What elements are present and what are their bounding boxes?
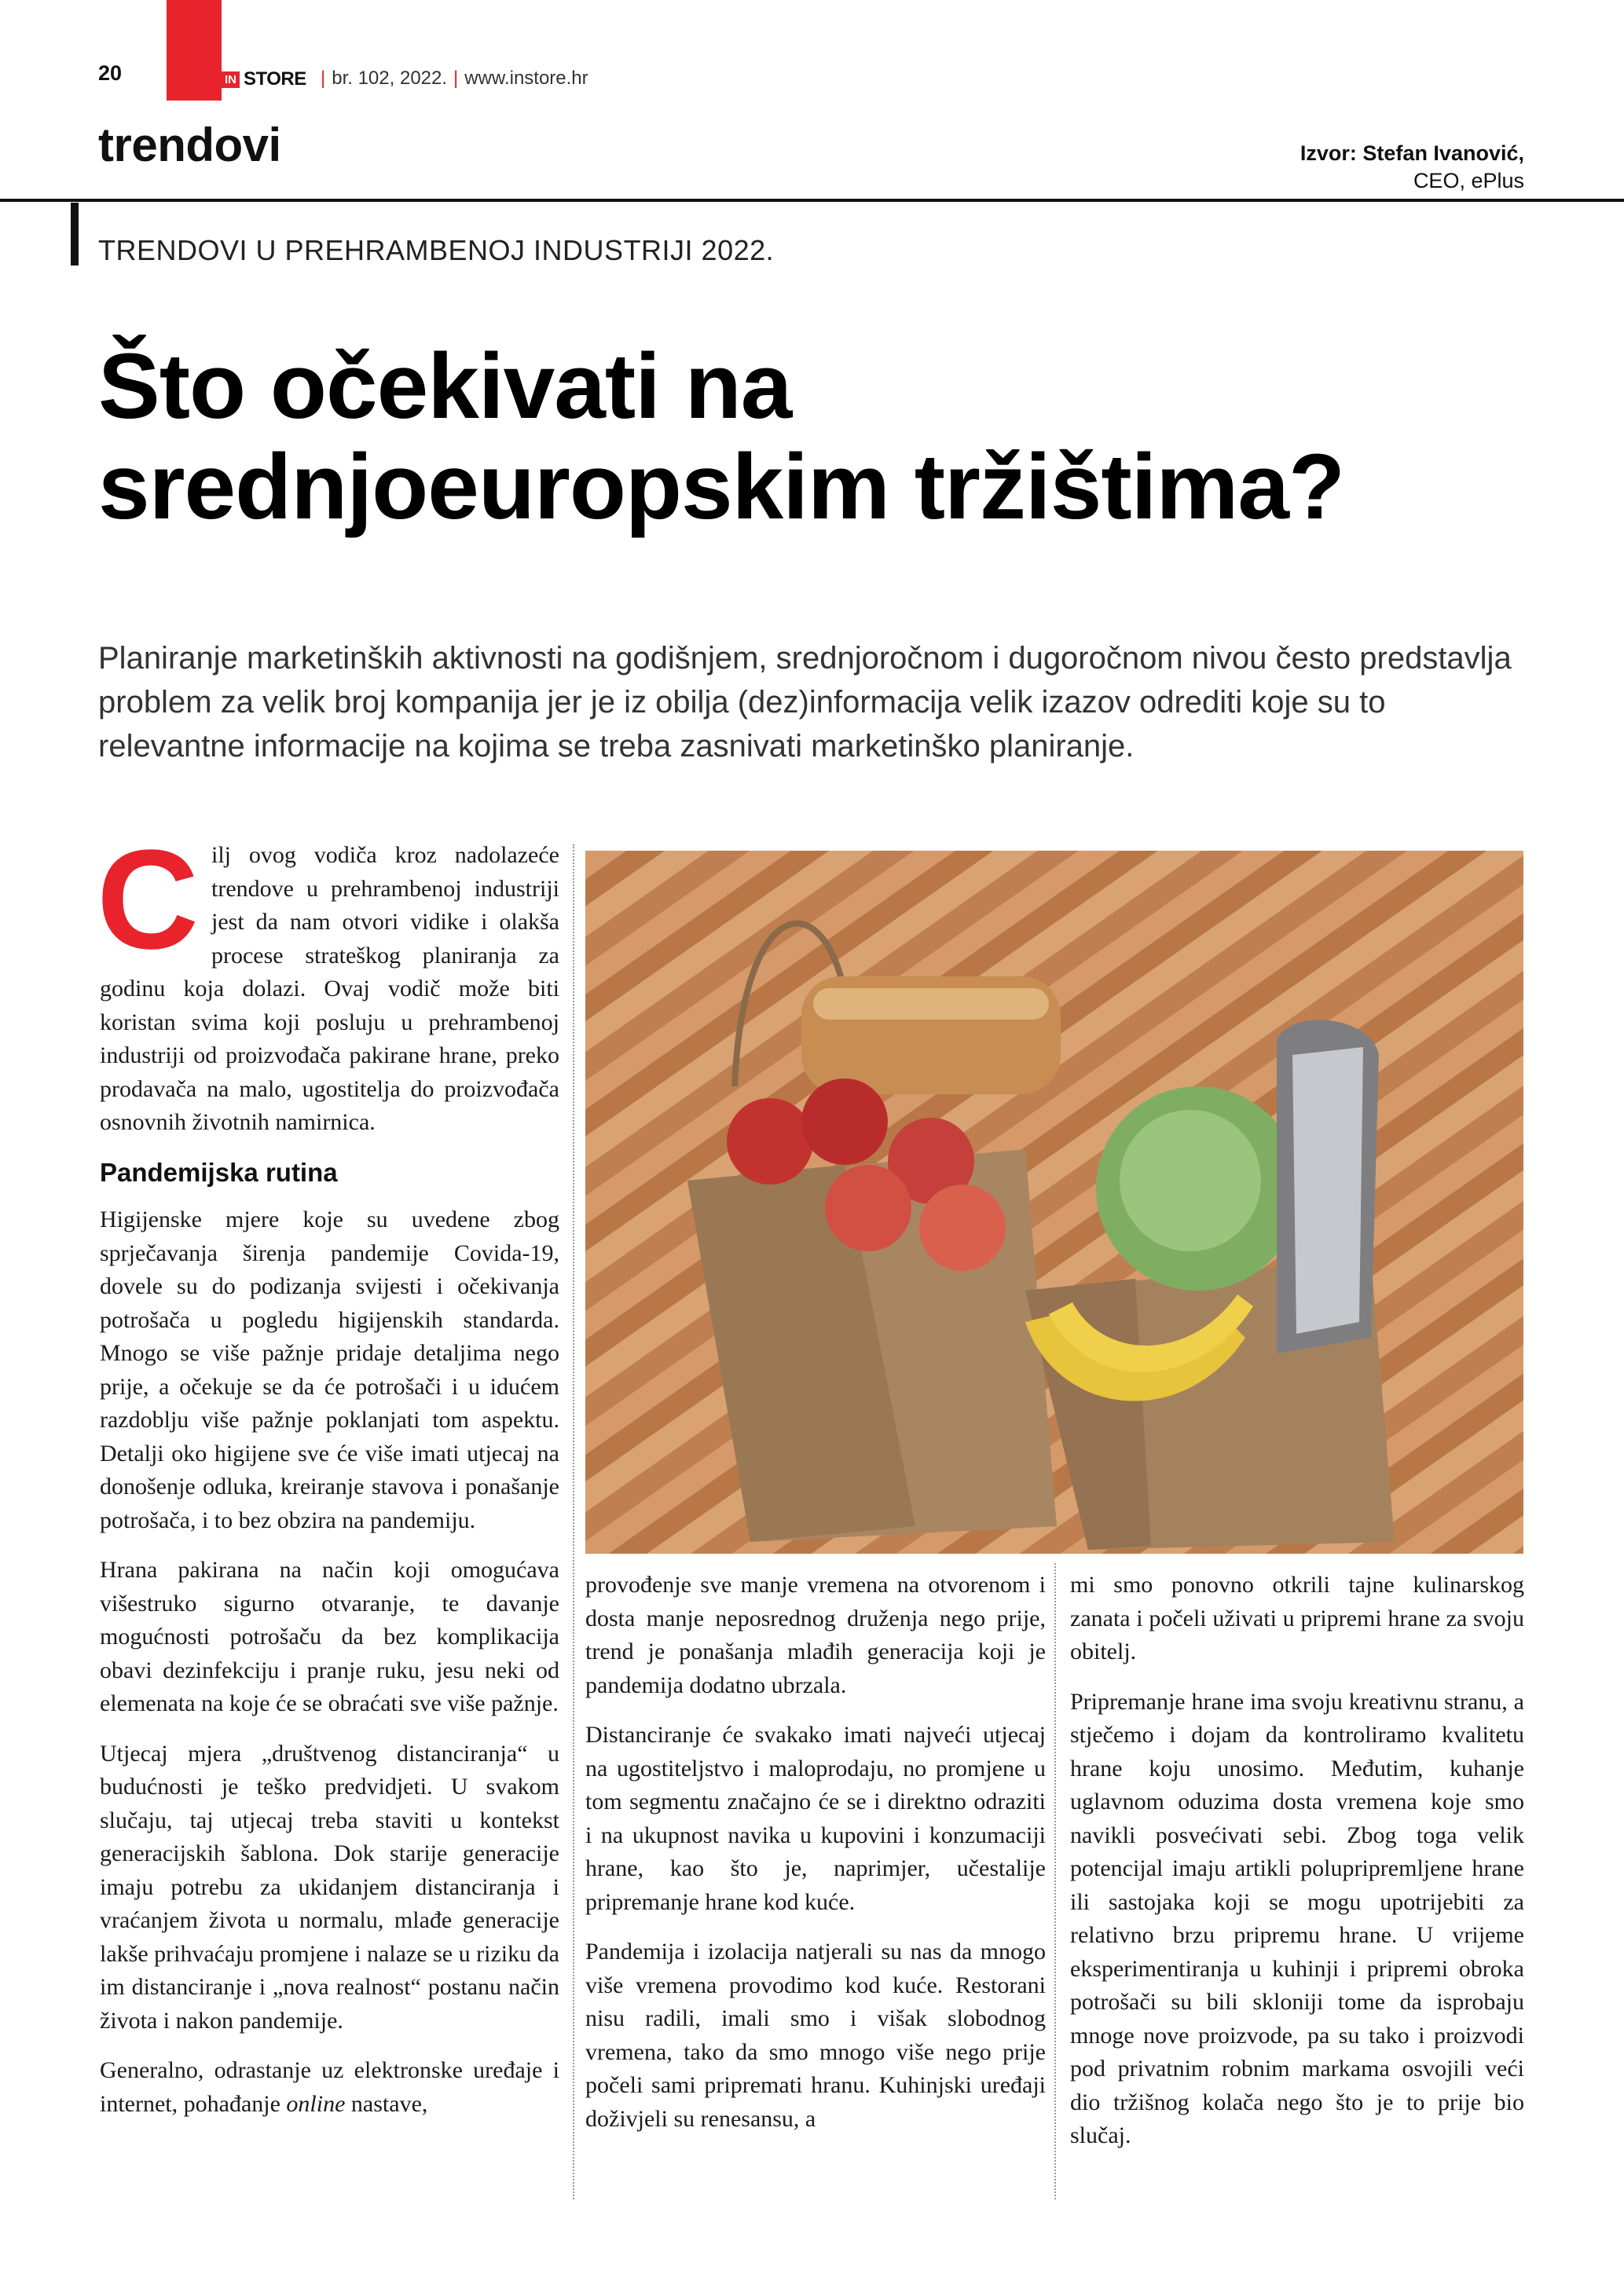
- body-text: nastave,: [345, 2090, 428, 2117]
- source-role: CEO, ePlus: [1413, 169, 1524, 192]
- logo-in-badge: IN: [222, 71, 240, 88]
- column-divider: [573, 844, 574, 2199]
- instore-logo: [222, 66, 306, 93]
- column-3: [1070, 1569, 1524, 2170]
- drop-cap: C: [97, 821, 199, 979]
- body-paragraph: [100, 2054, 559, 2121]
- header-rule: [0, 199, 1624, 202]
- body-paragraph: Hrana pakirana na način koji omogućava višestruko sigurno otvaranje, te davanje mogućnosti potrošaču da bez komplikacija obavi dezinfekciju i pranje ruku, jesu neki od elemenata na koje će se obraćati sve više pažnje.: [100, 1557, 559, 1716]
- column-divider: [1054, 1563, 1056, 2199]
- body-paragraph: Pripremanje hrane ima svoju kreativnu stranu, a stječemo i dojam da kontroliramo kvalitetu hrane koju unosimo. Međutim, kuhanje uglavnom oduzima dosta vremena koje smo navikli posvećivati sebi. Zbog toga velik potencijal imaju artikli polupripremljene hrane ili sastojaka koji se mogu upotrijebiti za relativno brzu pripremu hrane. U vrijeme eksperimentiranja u kuhinji i pripremi obroka potrošači su bili skloniji tome da isprobaju mnoge nove proizvode, pa su tako i proizvodi pod privatnim robnim markama osvojili veći dio tržišnog kolača nego što je to prije bio slučaj.: [1070, 1688, 1524, 2148]
- page-number: 20: [98, 61, 123, 85]
- intro-text: ilj ovog vodiča kroz nadolazeće trendove u prehrambenoj industriji jest da nam otvori vidike i olakša procese strateškog planiranja za godinu koja dolazi. Ovaj vodič može biti koristan svima koji posluju u prehrambenoj industriji od proizvođača pakirane hrane, preko prodavača na malo, ugostitelja do proizvođača osnovnih životnih namirnica.: [100, 842, 559, 1135]
- subheading: Pandemijska rutina: [100, 1157, 338, 1187]
- column-1: [97, 821, 559, 2137]
- lead-paragraph: Planiranje marketinških aktivnosti na godišnjem, srednjoročnom i dugoročnom nivou često predstavlja problem za velik broj kompanija jer je iz obilja (dez)informacija velik izazov odrediti koje su to relevantne informacije na kojima se treba zasnivati marketinško planiranje.: [98, 641, 1512, 764]
- grocery-bags-photo: [585, 851, 1523, 1554]
- red-tab-accent: [167, 0, 222, 101]
- column-2: [585, 1569, 1046, 2152]
- body-paragraph: Higijenske mjere koje su uvedene zbog sprječavanja širenja pandemije Covida-19, dovele su do podizanja svijesti i očekivanja potrošača u pogledu higijenskih standarda. Mnogo se više pažnje pridaje detaljima nego prije, a očekuje se da će potrošači i u idućem razdoblju više pažnje poklanjati tom aspektu. Detalji oko higijene sve će više imati utjecaj na donošenje odluka, kreiranje stavova i ponašanje potrošača, i to bez obzira na pandemiju.: [100, 1207, 559, 1533]
- kicker-bar: [71, 203, 79, 265]
- section-title: trendovi: [98, 119, 281, 171]
- intro-paragraph: [97, 821, 559, 1140]
- source-name: Izvor: Stefan Ivanović,: [1300, 141, 1524, 165]
- kicker: TRENDOVI U PREHRAMBENOJ INDUSTRIJI 2022.: [98, 234, 775, 266]
- issue-line: [314, 68, 588, 90]
- separator: |: [453, 68, 459, 89]
- separator: |: [321, 68, 326, 89]
- issue-number: br. 102, 2022.: [332, 68, 448, 89]
- body-paragraph: Utjecaj mjera „društvenog distanciranja“ u budućnosti je teško predvidjeti. U svakom slučaju, taj utjecaj treba staviti u kontekst generacijskih šablona. Dok starije generacije imaju potrebu za ukidanjem distanciranja i vraćanjem života u normalu, mlađe generacije lakše prihvaćaju promjene i nalaze se u riziku da im distanciranje i „nova realnost“ postanu način života i nakon pandemije.: [100, 1740, 559, 2034]
- headline: Što očekivati na srednjoeuropskim tržištima?: [98, 335, 1345, 539]
- body-paragraph: provođenje sve manje vremena na otvorenom i dosta manje neposrednog druženja nego prije, trend je ponašanja mlađih generacija koji je pandemija dodatno ubrzala.: [585, 1572, 1046, 1698]
- emphasis-text: online: [286, 2090, 346, 2117]
- body-paragraph: Pandemija i izolacija natjerali su nas da mnogo više vremena provodimo kod kuće. Restorani nisu radili, imali smo i višak slobodnog vremena, tako da smo mnogo više nego prije počeli sami pripremati hranu. Kuhinjski uređaji doživjeli su renesansu, a: [585, 1939, 1046, 2132]
- website-link[interactable]: www.instore.hr: [464, 68, 588, 89]
- body-paragraph: Distanciranje će svakako imati najveći utjecaj na ugostiteljstvo i maloprodaju, no promjene u tom segmentu značajno će se i direktno odraziti i na ukupnost navika u kupovini i konzumaciji hrane, kao što je, naprimjer, učestalije pripremanje hrane kod kuće.: [585, 1722, 1046, 1915]
- logo-store-text: STORE: [244, 68, 306, 90]
- body-text: Generalno, odrastanje uz elektronske uređaje i internet, pohađanje: [100, 2057, 559, 2117]
- body-paragraph: mi smo ponovno otkrili tajne kulinarskog zanata i počeli uživati u pripremi hrane za svoju obitelj.: [1070, 1572, 1524, 1664]
